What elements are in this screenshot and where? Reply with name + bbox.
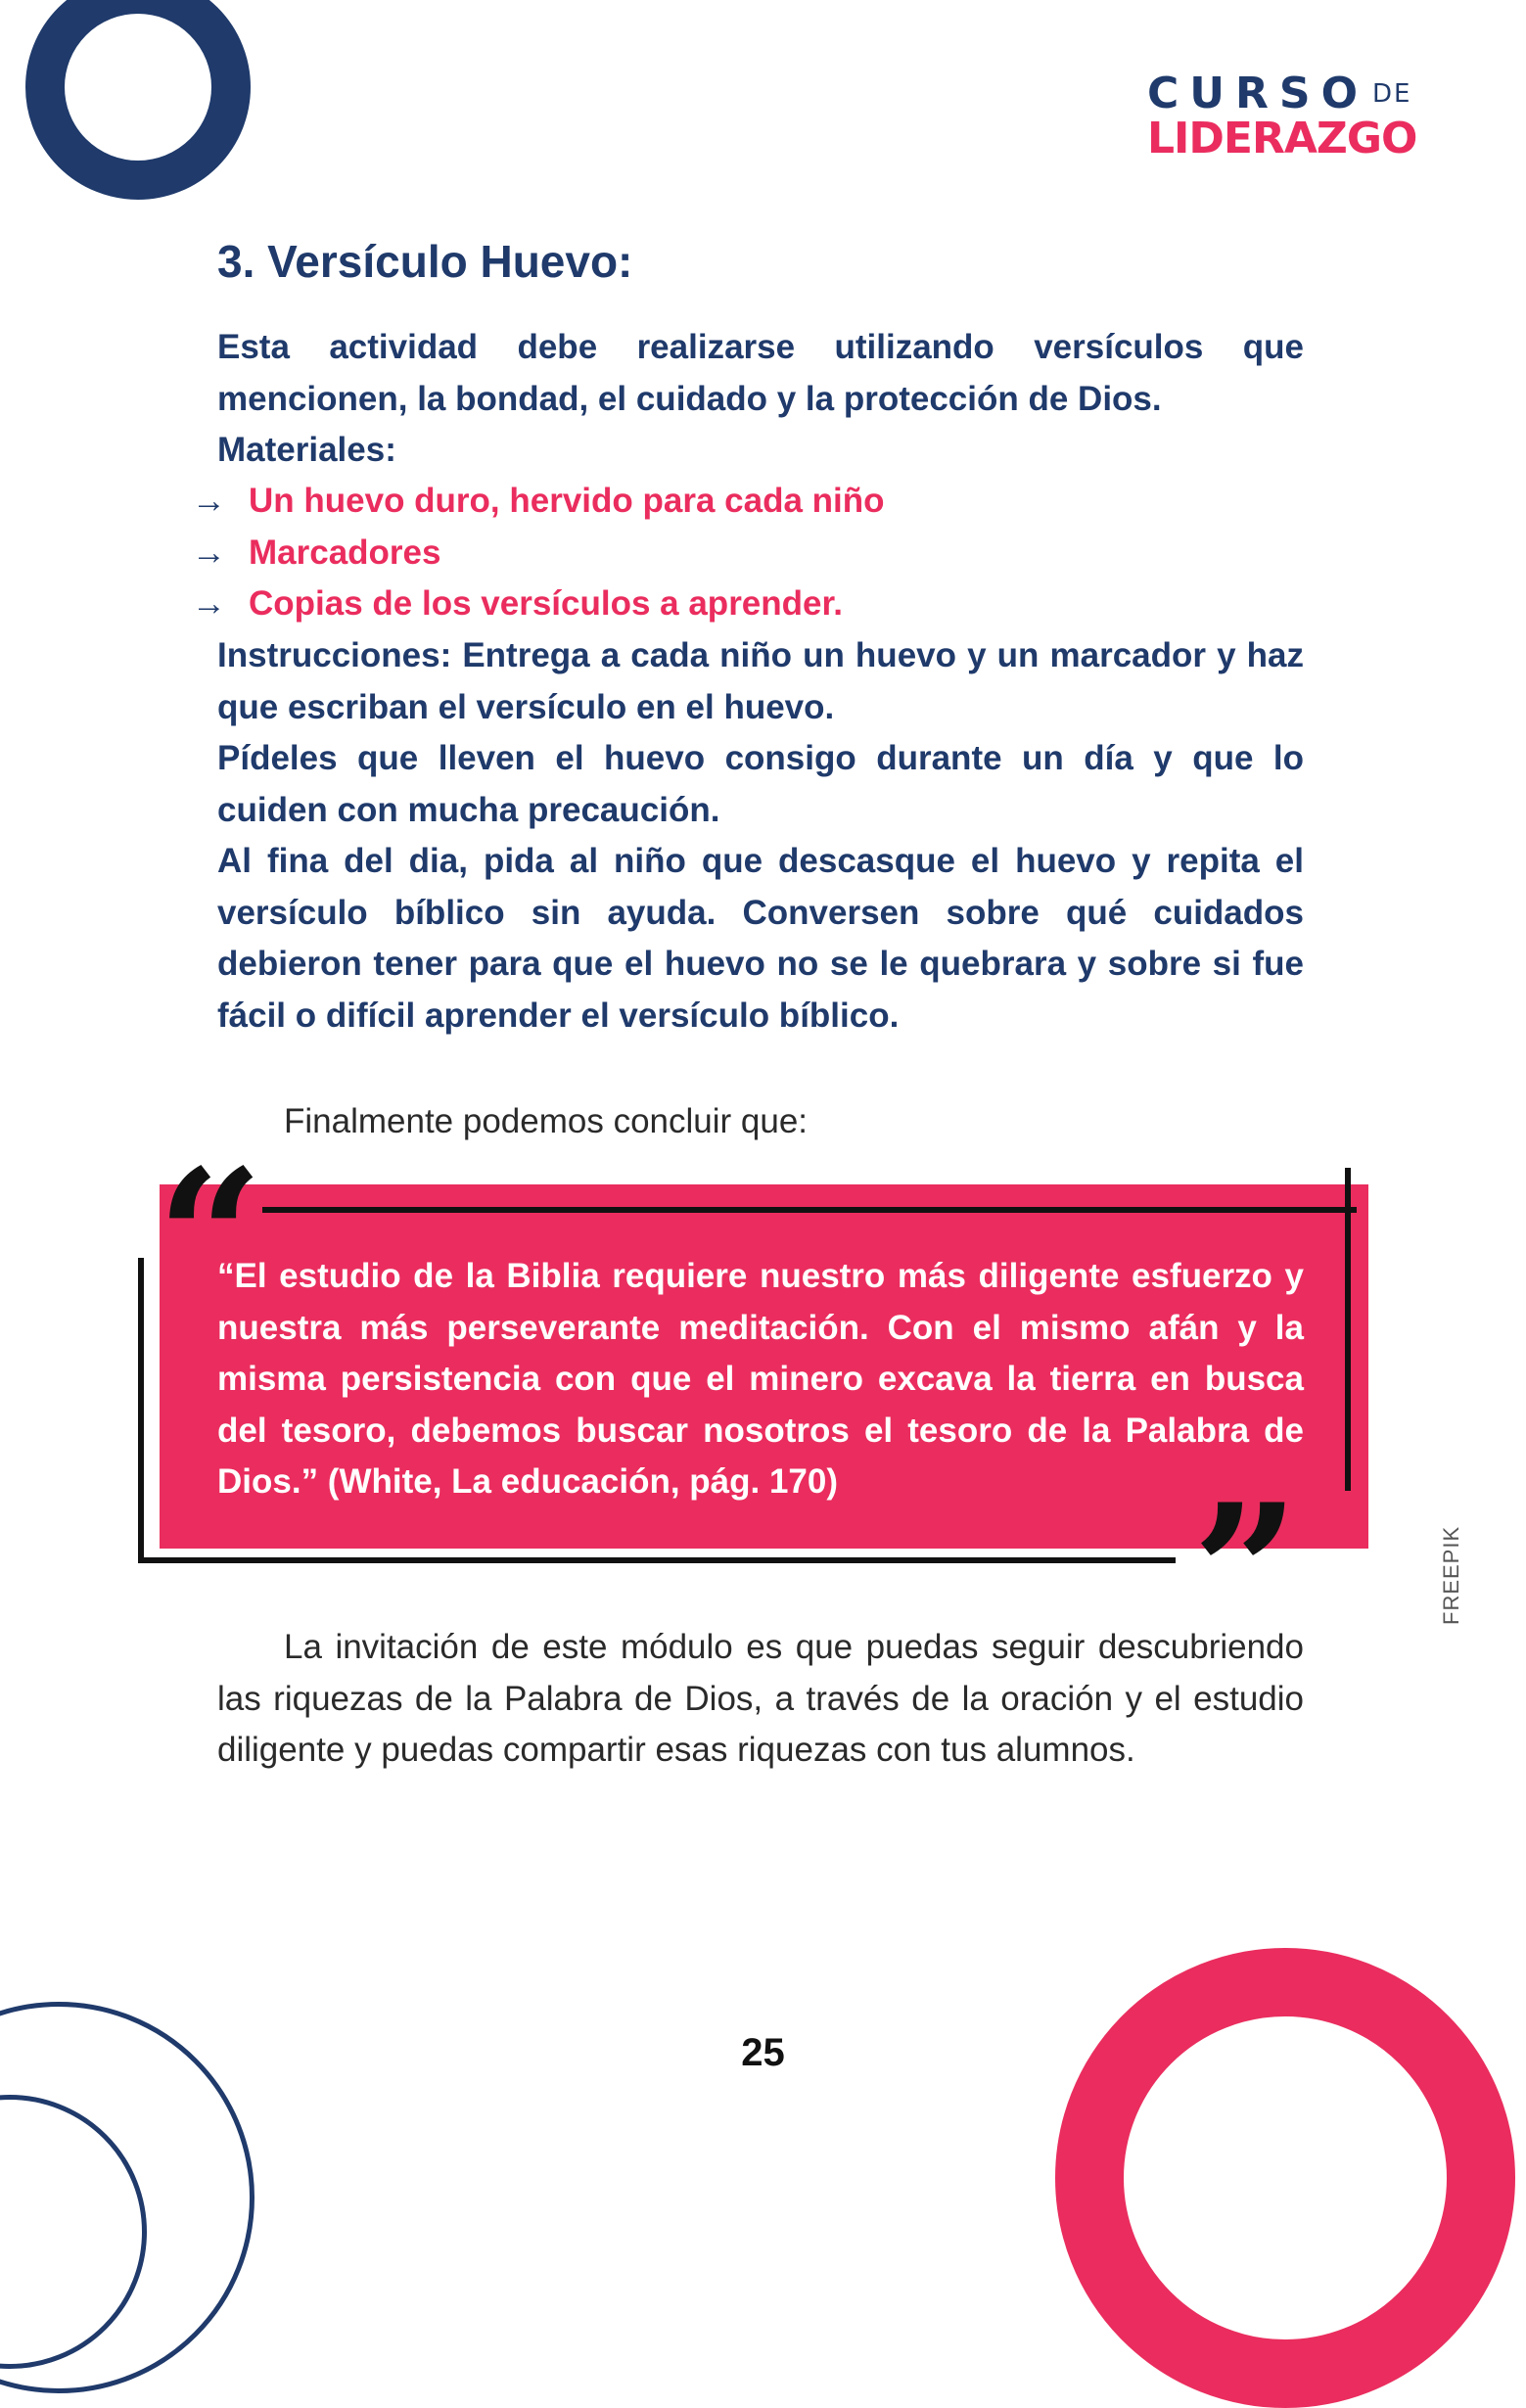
logo-word-curso: CURSO bbox=[1147, 69, 1368, 118]
closing-paragraph: La invitación de este módulo es que puedas seguir descubriendo las riquezas de la Palabra de Dios, a través de la oración y el estudio diligente y puedas compartir esas riquezas con tus alumnos. bbox=[217, 1628, 1304, 1769]
quote-frame-top bbox=[262, 1207, 1357, 1213]
close-quote-icon: ” bbox=[1192, 1463, 1282, 1682]
material-item-text: Marcadores bbox=[249, 533, 441, 572]
quote-frame-right bbox=[1345, 1168, 1351, 1491]
section-title: 3. Versículo Huevo: bbox=[217, 236, 633, 287]
logo-word-liderazgo: LIDERAZGO bbox=[1147, 114, 1417, 163]
decorative-ring-top-left bbox=[25, 0, 251, 200]
conclusion-intro: Finalmente podemos concluir que: bbox=[284, 1102, 809, 1140]
arrow-right-icon: → bbox=[192, 584, 226, 623]
quote-text: “El estudio de la Biblia requiere nuestro más diligente esfuerzo y nuestra más perseverante meditación. Con el mismo afán y la misma persistencia con que el minero excava la tierra en busca del tesoro, debemos buscar nosotros el tesoro de la Palabra de Dios.” (White, La educación, pág. 170) bbox=[217, 1257, 1304, 1501]
material-item-text: Un huevo duro, hervido para cada niño bbox=[249, 482, 885, 520]
arrow-right-icon: → bbox=[192, 482, 226, 520]
material-item-text: Copias de los versículos a aprender. bbox=[249, 584, 843, 623]
list-item bbox=[192, 528, 440, 579]
intro-paragraph: Esta actividad debe realizarse utilizando versículos que mencionen, la bondad, el cuidado y la protección de Dios. bbox=[217, 328, 1304, 418]
open-quote-icon: “ bbox=[157, 1129, 247, 1347]
instructions-paragraph-1: Instrucciones: Entrega a cada niño un huevo y un marcador y haz que escriban el versículo en el huevo. bbox=[217, 636, 1304, 726]
arrow-right-icon: → bbox=[192, 533, 226, 572]
materials-label: Materiales: bbox=[217, 431, 396, 469]
logo-word-de: DE bbox=[1372, 79, 1412, 109]
decorative-ring-bottom-right bbox=[1055, 1948, 1515, 2408]
course-logo bbox=[1147, 69, 1441, 162]
instructions-paragraph-3: Al fina del dia, pida al niño que descasque el huevo y repita el versículo bíblico sin ayuda. Conversen sobre qué cuidados debieron tener para que el huevo no se le quebrara y sobre si fue fácil o difícil aprender el versículo bíblico. bbox=[217, 842, 1304, 1035]
list-item bbox=[192, 579, 843, 630]
quote-frame-left bbox=[138, 1258, 144, 1563]
instructions-paragraph-2: Pídeles que lleven el huevo consigo durante un día y que lo cuiden con mucha precaución. bbox=[217, 739, 1304, 829]
image-credit: FREEPIK bbox=[1439, 1525, 1463, 1625]
list-item bbox=[192, 476, 885, 528]
quote-frame-bottom bbox=[138, 1557, 1176, 1563]
page-number: 25 bbox=[741, 2031, 785, 2074]
